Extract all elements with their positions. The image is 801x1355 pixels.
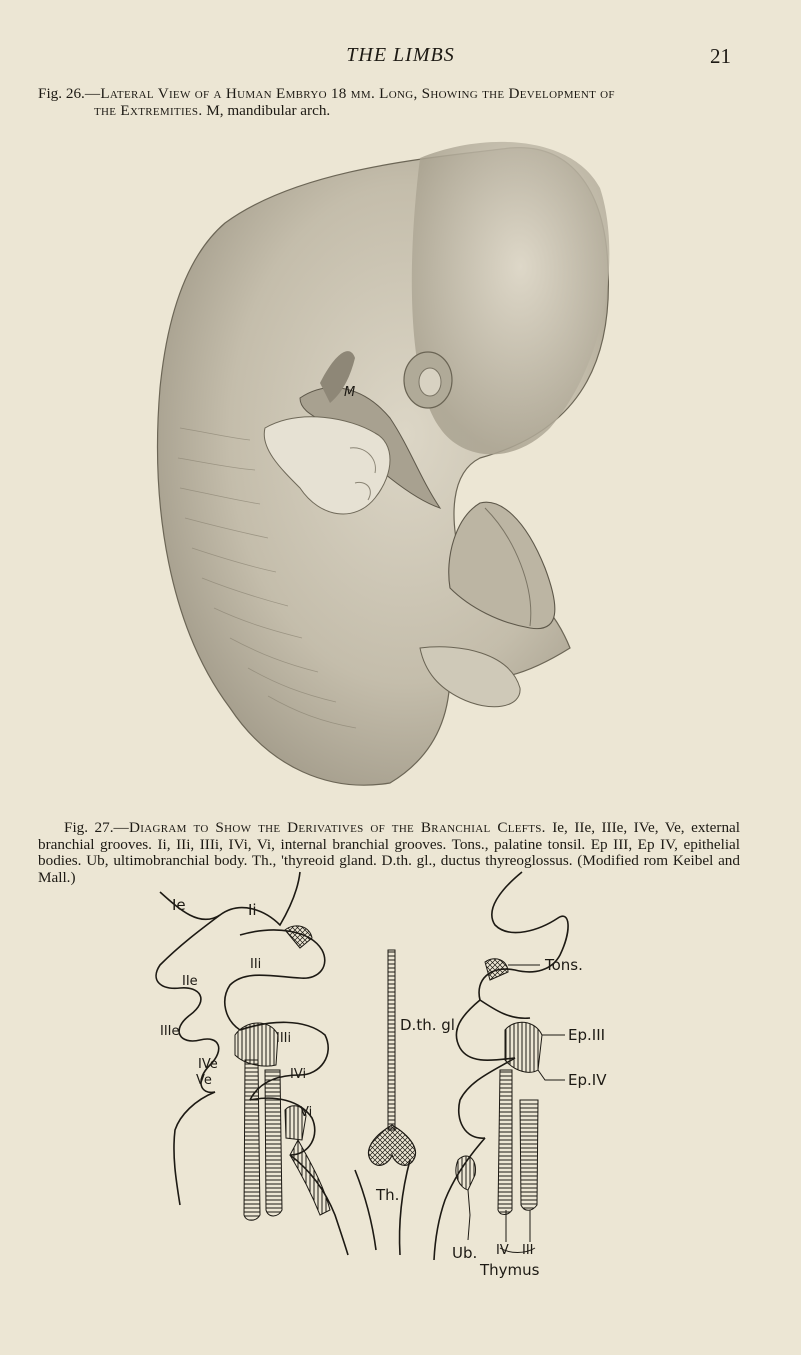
label-ie: Ie (172, 896, 186, 914)
page-header (0, 44, 801, 72)
label-iv: IV (496, 1243, 509, 1258)
label-dthgl: D.th. gl. (400, 1016, 460, 1034)
label-ep3: Ep.III (568, 1026, 606, 1044)
label-ii: Ii (248, 901, 257, 919)
page-number: 21 (710, 44, 731, 68)
fig26-title-part2: the Extremities. (94, 101, 203, 119)
fig26-label: Fig. 26. (38, 85, 85, 102)
label-thymus: Thymus (480, 1261, 540, 1279)
label-iii-small: IIi (250, 957, 262, 972)
label-vi: Vi (300, 1105, 313, 1120)
branchial-cleft-diagram (140, 870, 660, 1290)
label-ep4: Ep.IV (568, 1071, 607, 1089)
label-tons: Tons. (545, 956, 583, 974)
embryo-illustration (150, 128, 620, 793)
running-title: THE LIMBS (346, 44, 455, 66)
fig26-description: M, mandibular arch. (206, 101, 331, 119)
fig27-title: —Diagram to Show the Derivatives of the Branchial Clefts. (113, 819, 546, 836)
fig26-caption (38, 86, 740, 119)
label-ve: Ve (196, 1073, 212, 1088)
label-ub: Ub. (452, 1244, 478, 1262)
fig27-text: Ie, IIe, IIIe, IVe, Ve, external branchial grooves. Ii, IIi, IIIi, IVi, Vi, internal branchial grooves. Tons., palatine tonsil. Ep III, Ep IV, epithelial bodies. Ub, ultimobranchial body. Th., 'thyreoid gland. D.th. gl., ductus thyreoglossus. (Modified rom Keibel and Mall.) (38, 819, 741, 886)
label-ive: IVe (198, 1057, 218, 1072)
label-iiii: IIIi (276, 1031, 292, 1046)
label-iiie: IIIe (160, 1024, 180, 1039)
fig27-label: Fig. 27. (64, 819, 114, 836)
label-th: Th. (376, 1186, 400, 1204)
mandibular-arch-label: M (344, 385, 356, 400)
label-ivi: IVi (290, 1067, 307, 1082)
label-iie: IIe (182, 974, 198, 989)
fig26-title-part1: —Lateral View of a Human Embryo 18 mm. Long, Showing the Development of (84, 85, 615, 102)
label-iii: III (522, 1243, 534, 1258)
